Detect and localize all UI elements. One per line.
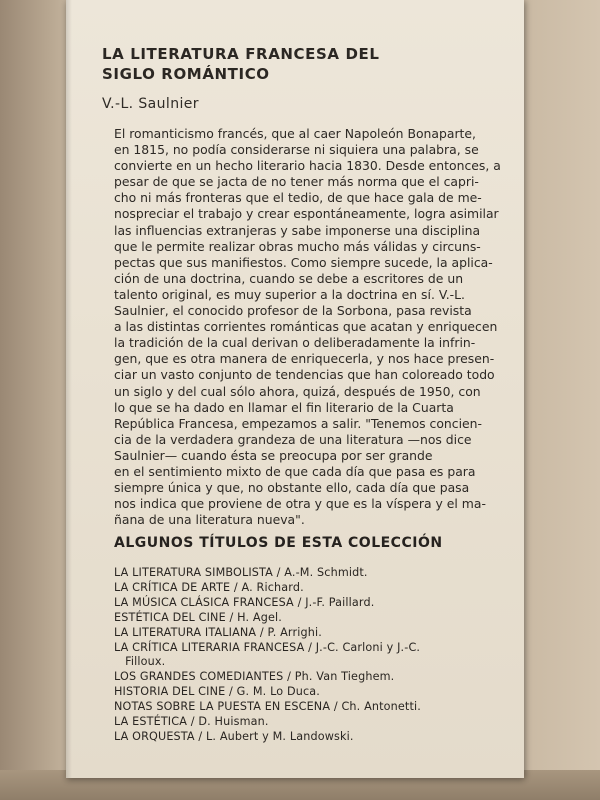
description-line: pesar de que se jacta de no tener más norma que el capri- (114, 174, 479, 190)
book-back-cover (66, 0, 524, 778)
background-left (0, 0, 66, 800)
collection-title-item: ESTÉTICA DEL CINE / H. Agel. (114, 610, 282, 624)
collection-title-item: LA MÚSICA CLÁSICA FRANCESA / J.-F. Paillard. (114, 595, 375, 609)
book-title (102, 44, 502, 84)
description-line: nos indica que proviene de otra y que es la víspera y el ma- (114, 496, 486, 512)
description-line: siempre única y que, no obstante ello, cada día que pasa (114, 480, 470, 496)
description-line: las influencias extranjeras y sabe imponerse una disciplina (114, 222, 481, 238)
collection-title-item: LA CRÍTICA DE ARTE / A. Richard. (114, 580, 304, 594)
description-line: que le permite realizar obras mucho más válidas y circuns- (114, 238, 481, 254)
description-line: Saulnier— cuando ésta se preocupa por ser grande (114, 447, 433, 463)
collection-title-item: LA ORQUESTA / L. Aubert y M. Landowski. (114, 729, 354, 743)
book-title-line: LA LITERATURA FRANCESA DEL (102, 45, 380, 63)
book-author: V.-L. Saulnier (102, 96, 199, 112)
description-line: República Francesa, empezamos a salir. "Tenemos concien- (114, 415, 482, 431)
description-line: El romanticismo francés, que al caer Napoleón Bonaparte, (114, 126, 476, 141)
description-line: ñana de una literatura nueva". (114, 512, 305, 528)
description-line: Saulnier, el conocido profesor de la Sorbona, pasa revista (114, 303, 472, 319)
collection-title-item: LOS GRANDES COMEDIANTES / Ph. Van Tieghem. (114, 670, 395, 684)
collection-title-item: LA ESTÉTICA / D. Huisman. (114, 715, 269, 729)
description-line: ción de una doctrina, cuando se debe a escritores de un (114, 270, 464, 286)
description-line: gen, que es otra manera de enriquecerla, y nos hace presen- (114, 351, 495, 367)
collection-heading: ALGUNOS TÍTULOS DE ESTA COLECCIÓN (114, 535, 443, 551)
description-line: cho ni más fronteras que el tedio, de que hace gala de me- (114, 190, 482, 206)
collection-title-item: NOTAS SOBRE LA PUESTA EN ESCENA / Ch. Antonetti. (114, 700, 421, 714)
collection-title-item: LA LITERATURA SIMBOLISTA / A.-M. Schmidt. (114, 566, 368, 579)
description-line: un siglo y del cual sólo ahora, quizá, después de 1950, con (114, 383, 481, 399)
description-line: pectas que sus manifiestos. Como siempre sucede, la aplica- (114, 254, 493, 270)
description-line: lo que se ha dado en llamar el fin literario de la Cuarta (114, 399, 454, 415)
book-description (114, 126, 518, 528)
collection-title-item: LA LITERATURA ITALIANA / P. Arrighi. (114, 625, 322, 639)
description-line: la tradición de la cual derivan o deliberadamente la infrin- (114, 335, 476, 351)
background-right (520, 0, 600, 800)
collection-title-item: HISTORIA DEL CINE / G. M. Lo Duca. (114, 685, 320, 699)
description-line: talento original, es muy superior a la doctrina en sí. V.-L. (114, 286, 465, 302)
book-title-line: SIGLO ROMÁNTICO (102, 65, 270, 83)
collection-title-item: Filloux. (114, 655, 166, 669)
description-line: a las distintas corrientes románticas que acatan y enriquecen (114, 319, 498, 335)
description-line: convierte en un hecho literario hacia 1830. Desde entonces, a (114, 158, 501, 174)
description-line: nospreciar el trabajo y crear espontáneamente, logra asimilar (114, 206, 499, 222)
description-line: en 1815, no podía considerarse ni siquiera una palabra, se (114, 142, 479, 158)
description-line: en el sentimiento mixto de que cada día que pasa es para (114, 463, 476, 479)
collection-title-item: LA CRÍTICA LITERARIA FRANCESA / J.-C. Carloni y J.-C. (114, 640, 421, 654)
description-line: cia de la verdadera grandeza de una literatura —nos dice (114, 431, 472, 447)
description-line: ciar un vasto conjunto de tendencias que han coloreado todo (114, 367, 495, 383)
page-edge-shadow (66, 0, 72, 778)
collection-titles-list (114, 566, 524, 745)
